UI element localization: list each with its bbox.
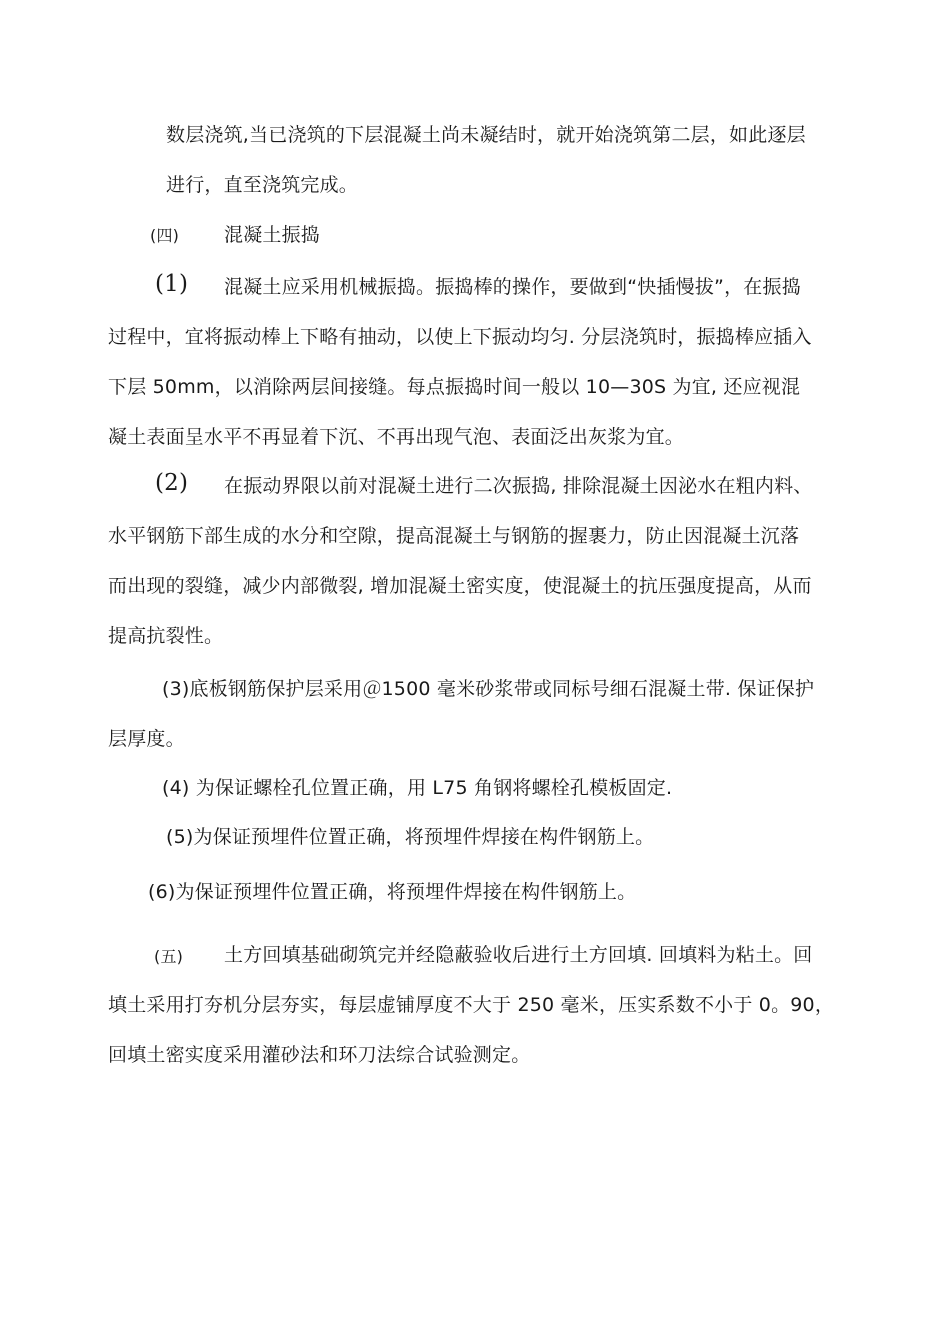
item-2-line-4: 提高抗裂性。 <box>108 625 224 647</box>
item-2-marker: (2) <box>155 470 189 496</box>
section-5-marker: (五) <box>154 947 184 966</box>
section-4-marker: (四) <box>150 226 180 245</box>
item-1-line-3: 下层 50mm，以消除两层间接缝。每点振捣时间一般以 10—30S 为宜, 还应视混 <box>108 376 801 398</box>
item-3-line-2: 层厚度。 <box>108 728 185 750</box>
item-1-line-2: 过程中，宜将振动棒上下略有抽动，以使上下振动均匀. 分层浇筑时，振捣棒应插入 <box>108 326 812 348</box>
item-4-line-1: (4) 为保证螺栓孔位置正确，用 L75 角钢将螺栓孔模板固定. <box>162 777 673 799</box>
pour-paragraph-line-1: 数层浇筑,当已浇筑的下层混凝土尚未凝结时，就开始浇筑第二层，如此逐层 <box>166 124 806 146</box>
item-2-line-2: 水平钢筋下部生成的水分和空隙，提高混凝土与钢筋的握裹力，防止因混凝土沉落 <box>108 525 800 547</box>
pour-paragraph-line-2: 进行，直至浇筑完成。 <box>166 174 359 196</box>
item-2-line-3: 而出现的裂缝，减少内部微裂, 增加混凝土密实度，使混凝土的抗压强度提高，从而 <box>108 575 812 597</box>
item-1-line-4: 凝土表面呈水平不再显着下沉、不再出现气泡、表面泛出灰浆为宜。 <box>108 426 685 448</box>
section-5-line-1: 土方回填基础砌筑完并经隐蔽验收后进行土方回填. 回填料为粘土。回 <box>224 944 813 966</box>
item-2-line-1: 在振动界限以前对混凝土进行二次振捣, 排除混凝土因泌水在粗内料、 <box>224 475 813 497</box>
item-5-line-1: (5)为保证预埋件位置正确，将预埋件焊接在构件钢筋上。 <box>166 826 655 848</box>
section-5-line-3: 回填土密实度采用灌砂法和环刀法综合试验测定。 <box>108 1044 531 1066</box>
section-4-heading: 混凝土振捣 <box>224 224 321 246</box>
section-5-line-2: 填土采用打夯机分层夯实，每层虚铺厚度不大于 250 毫米，压实系数不小于 0。90， <box>108 994 835 1016</box>
item-6-line-1: (6)为保证预埋件位置正确，将预埋件焊接在构件钢筋上。 <box>148 881 637 903</box>
item-1-marker: (1) <box>155 271 189 297</box>
item-3-line-1: (3)底板钢筋保护层采用＠1500 毫米砂浆带或同标号细石混凝土带. 保证保护 <box>162 678 815 700</box>
item-1-line-1: 混凝土应采用机械振捣。振捣棒的操作，要做到“快插慢拔”，在振捣 <box>224 276 801 298</box>
